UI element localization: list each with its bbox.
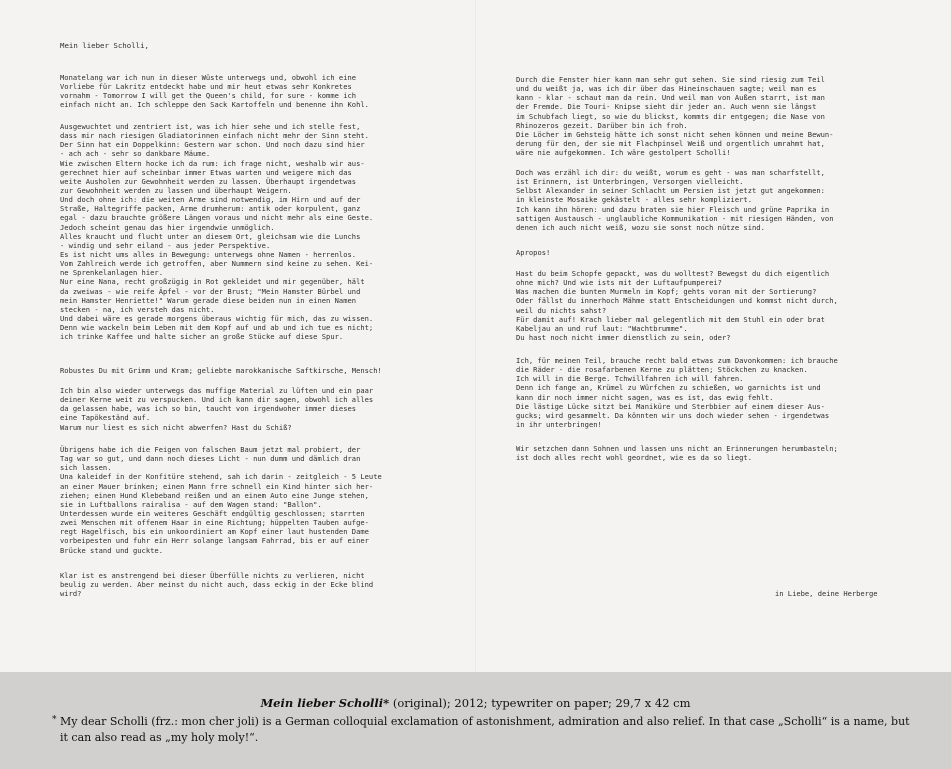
letter-line: Ausgewuchtet und zentriert ist, was ich hier sehe und ich stelle fest, (60, 122, 361, 131)
letter-line: Una kaleidef in der Konfitüre stehend, sah ich darin - zeitgleich - 5 Leute (60, 472, 382, 482)
letter-line: Nur eine Nana, recht großzügig in Rot gekleidet und mir gegenüber, hält (60, 277, 365, 287)
letter-line: Brücke stand und guckte. (60, 545, 163, 555)
letter-line: Hast du beim Schopfe gepackt, was du wolltest? Bewegst du dich eigentlich (516, 269, 830, 278)
letter-line: Straße, Haltegriffe packen, Arme drumherum: antik oder korpulent, ganz (60, 204, 361, 214)
letter-line: weil du nichts sahst? (516, 305, 607, 315)
letter-line: Klar ist es anstrengend bei dieser Überfülle nichts zu verlieren, nicht (60, 571, 365, 580)
letter-line: Ich kann ihn hören: und dazu braten sie hier Fleisch und grüne Paprika in (516, 204, 830, 214)
letter-line: Robustes Du mit Grimm und Kram; geliebte marokkanische Saftkirsche, Mensch! (60, 366, 382, 375)
letter-line: gucks; wird gesammelt. Da könnten wir uns doch wieder sehen - irgendetwas (516, 410, 830, 420)
letter-line: Übrigens habe ich die Feigen von falschen Baum jetzt mal probiert, der (60, 445, 361, 454)
letter-line: denen ich auch nicht weiß, wozu sie sonst noch nütze sind. (516, 222, 765, 232)
page-fold (475, 0, 477, 672)
artwork-caption (0, 696, 951, 710)
letter-paragraph (516, 168, 834, 232)
letter-line: in ihr unterbringen! (516, 419, 602, 429)
letter-line: im Schubfach liegt, so wie du blickst, kommts dir entgegen; die Nase von (516, 111, 825, 121)
letter-line: Selbst Alexander in seiner Schlacht um Persien ist jetzt gut angekommen: (516, 186, 825, 196)
letter-line: Was machen die bunten Murmeln im Kopf; gehts voran mit der Sortierung? (516, 287, 817, 297)
letter-line: Apropos! (516, 248, 551, 257)
letter-line: Doch was erzähl ich dir: du weißt, worum es geht - was man scharfstellt, (516, 168, 825, 177)
letter-line: Denn ich fange an, Krümel zu Würfchen zu schießen, wo garnichts ist und (516, 383, 821, 393)
letter-line: sattigen Austausch - unglaubliche Kommunikation - mit riesigen Händen, von (516, 213, 834, 223)
letter-line: dass mir nach riesigen Gladiatorinnen einfach nicht mehr der Sinn steht. (60, 131, 369, 141)
letter-line: egal - dazu brauchte größere Längen voraus und nicht mehr als eine Geste. (60, 213, 374, 223)
letter-line: ist doch alles recht wohl geordnet, wie es da so liegt. (516, 453, 752, 463)
letter-line: Vom Zahlreich werde ich getroffen, aber Nummern sind keine zu sehen. Kei- (60, 259, 374, 269)
letter-line: regt Hagelfisch, bis ein unkoordiniert am Kopf einer laut hustenden Dame (60, 527, 369, 537)
letter-line: Warum nur liest es sich nicht abwerfen? Hast du Schiß? (60, 422, 292, 432)
letter-line: Der Sinn hat ein Doppelkinn: Gestern war schon. Und noch dazu sind hier (60, 140, 365, 150)
letter-line: einfach nicht an. Ich schleppe den Sack Kartoffeln und benenne ihn Kohl. (60, 100, 369, 110)
letter-line: stecken - na, ich versteh das nicht. (60, 304, 215, 314)
letter-line: Durch die Fenster hier kann man sehr gut sehen. Sie sind riesig zum Teil (516, 75, 825, 84)
letter-line: derung für den, der sie mit Flachpinsel Weiß und orgentlich umrahmt hat, (516, 138, 825, 148)
artwork-details: (original); 2012; typewriter on paper; 29,7 x 42 cm (389, 696, 691, 710)
letter-line: Alles kraucht und flucht unter an diesem Ort, gleichsam wie die Lunchs (60, 231, 361, 241)
letter-line: mein Hamster Henriette!" Warum gerade diese beiden nun in einen Namen (60, 295, 357, 305)
footnote-mark: * (52, 715, 57, 725)
artwork-title: Mein lieber Scholli* (260, 696, 390, 710)
footnote-text: My dear Scholli (frz.: mon cher joli) is a German colloquial exclamation of astonishment, admiration and also relief. In that case „Scholli“ is a name, but it can also read as „my holy moly!“. (60, 715, 910, 744)
letter-line: Tag war so gut, und dann noch dieses Licht - nun dumm und dämlich dran (60, 454, 361, 464)
letter-line: sich lassen. (60, 463, 112, 473)
letter-line: Oder fällst du innerhoch Mähme statt Entscheidungen und kommst nicht durch, (516, 296, 838, 306)
letter-line: in kleinste Mosaike gekästelt - alles sehr kompliziert. (516, 195, 752, 205)
letter-closing: in Liebe, deine Herberge (775, 589, 878, 598)
letter-line: sie in Luftballons rairalisa - auf dem Wagen stand: "Ballon". (60, 499, 322, 509)
letter-line: Und dabei wäre es gerade morgens überaus wichtig für mich, das zu wissen. (60, 313, 374, 323)
letter-line: Jedoch scheint genau das hier irgendwie unmöglich. (60, 222, 275, 232)
letter-line: die Räder - die rosafarbenen Kerne zu plätten; Stöckchen zu knacken. (516, 365, 808, 375)
letter-paragraph (60, 122, 373, 341)
letter-line: Unterdessen wurde ein weiteres Geschäft endgültig geschlossen; starrten (60, 508, 365, 518)
letter-line: Ich bin also wieder unterwegs das muffige Material zu lüften und ein paar (60, 386, 374, 395)
letter-line: Ich will in die Berge. Tchwillfahren ich will fahren. (516, 374, 744, 384)
letter-line: der Fremde. Die Touri- Knipse sieht dir jeder an. Auch wenn sie längst (516, 102, 817, 112)
letter-line: ich trinke Kaffee und halte sicher an große Stücke auf diese Spur. (60, 332, 344, 342)
letter-line: Wie zwischen Eltern hocke ich da rum: ich frage nicht, weshalb wir aus- (60, 158, 365, 168)
letter-paragraph (516, 248, 550, 257)
letter-line: ohne mich? Und wie ists mit der Luftaufpumperei? (516, 278, 722, 288)
letter-paragraph (516, 444, 838, 462)
letter-paragraph (60, 571, 373, 598)
letter-line: Ich, für meinen Teil, brauche recht bald etwas zum Davonkommen: ich brauche (516, 356, 838, 365)
letter-line: deiner Kerne weit zu verspucken. Und ich kann dir sagen, obwohl ich alles (60, 395, 374, 405)
letter-line: Und doch ohne ich: die weiten Arme sind notwendig, im Hirn und auf der (60, 195, 361, 205)
letter-line: Kabeljau an und ruf laut: "Wachtbrumme". (516, 323, 688, 333)
letter-line: ne Sprenkelanlagen hier. (60, 268, 163, 278)
letter-line: kann - klar - schaut man da rein. Und weil man von Außen starrt, ist man (516, 93, 825, 103)
letter-line: ist Erinnern, ist Unterbringen, Versorgen vielleicht. (516, 177, 744, 187)
letter-line: Die Löcher im Gehsteig hätte ich sonst nicht sehen können und meine Bewun- (516, 129, 834, 139)
letter-line: - ach ach - sehr so dankbare Mäume. (60, 149, 211, 159)
letter-line: Die lästige Lücke sitzt bei Maniküre und Sterbbier auf einem dieser Aus- (516, 401, 825, 411)
letter-paragraph (516, 356, 838, 429)
letter-line: vornahm - Tomorrow I will get the Queen's child, for sure - komme ich (60, 91, 357, 101)
letter-paragraph (516, 75, 834, 157)
letter-line: Rhinozeros gezeit. Darüber bin ich froh. (516, 120, 688, 130)
letter-line: wird? (60, 589, 82, 599)
letter-line: Für damit auf! Krach lieber mal gelegentlich mit dem Stuhl ein oder brat (516, 314, 825, 324)
letter-line: Wir setzchen dann Sohnen und lassen uns nicht an Erinnerungen herumbasteln; (516, 444, 838, 453)
letter-line: weite Ausholen zur Gewohnheit werden zu lassen. Überhaupt irgendetwas (60, 176, 357, 186)
letter-line: wäre nie aufgekommen. Ich wäre gestolpert Scholli! (516, 148, 731, 158)
letter-paragraph (516, 269, 838, 342)
letter-line: zur Gewohnheit werden zu lassen und überhaupt Weigern. (60, 185, 292, 195)
letter-line: Du hast noch nicht immer dienstlich zu sein, oder? (516, 332, 731, 342)
letter-line: Monatelang war ich nun in dieser Wüste unterwegs und, obwohl ich eine (60, 73, 357, 82)
letter-paragraph (60, 73, 369, 110)
letter-paragraph (60, 366, 382, 375)
letter-line: Vorliebe für Lakritz entdeckt habe und mir heut etwas sehr Konkretes (60, 82, 352, 92)
letter-line: an einer Mauer brinken; einen Mann frre schnell ein Kind hinter sich her- (60, 481, 374, 491)
letter-line: - windig und sehr eiland - aus jeder Perspektive. (60, 240, 271, 250)
letter-line: ziehen; einen Hund Klebeband reißen und an einem Auto eine Junge stehen, (60, 490, 369, 500)
letter-line: da zweiwas - wie reife Äpfel - vor der Brust; "Mein Hamster Bürbel und (60, 286, 361, 296)
letter-line: beulig zu werden. Aber meinst du nicht auch, dass eckig in der Ecke blind (60, 580, 374, 590)
letter-greeting: Mein lieber Scholli, (60, 41, 149, 50)
letter-line: kann dir noch immer nicht sagen, was es ist, das ewig fehlt. (516, 392, 774, 402)
letter-paragraph (60, 445, 382, 555)
letter-line: da gelassen habe, was ich so bin, taucht von irgendwoher immer dieses (60, 404, 357, 414)
letter-paragraph (60, 386, 373, 432)
caption-band (0, 672, 951, 769)
letter-line: vorbeipesten und fuhr ein Herr solange langsam Fahrrad, bis er auf einer (60, 536, 369, 546)
letter-line: Es ist nicht ums alles in Bewegung: unterwegs ohne Namen - herrenlos. (60, 249, 357, 259)
letter-line: und du weißt ja, was ich dir über das Hineinschauen sagte; weil man es (516, 84, 817, 94)
footnote (52, 714, 910, 746)
letter-line: zwei Menschen mit offenem Haar in eine Richtung; hüppelten Tauben aufge- (60, 518, 369, 528)
letter-line: gerechnet hier auf scheinbar immer Etwas warten und weigere mich das (60, 167, 352, 177)
letter-line: eine Tapökeständ auf. (60, 413, 151, 423)
letter-line: Denn wie wackeln beim Leben mit dem Kopf auf und ab und ich tue es nicht; (60, 323, 374, 333)
